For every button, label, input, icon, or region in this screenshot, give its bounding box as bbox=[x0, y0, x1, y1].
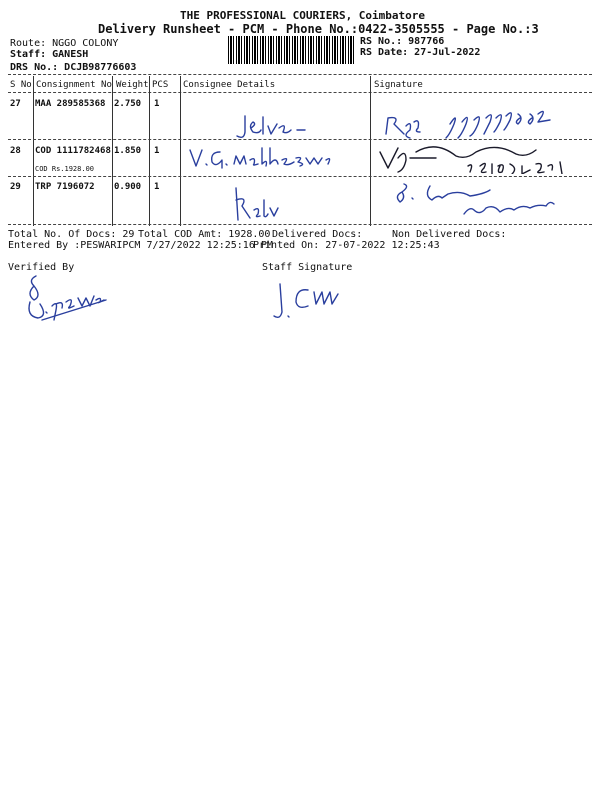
row-27-signature bbox=[380, 104, 560, 140]
row-29-consignee-signature bbox=[228, 186, 288, 224]
non-delivered-docs: Non Delivered Docs: bbox=[392, 229, 507, 240]
col-sep-3 bbox=[149, 76, 150, 226]
row-29-consignment: TRP 7196072 bbox=[35, 182, 95, 192]
col-sep-4 bbox=[180, 76, 181, 226]
verified-by-signature bbox=[22, 272, 112, 324]
divider-bottom bbox=[8, 224, 592, 225]
total-docs: Total No. Of Docs: 29 bbox=[8, 229, 135, 240]
col-consignee: Consignee Details bbox=[183, 80, 276, 90]
rs-date: RS Date: 27-Jul-2022 bbox=[360, 47, 481, 58]
entered-by: Entered By :PESWARIPCM 7/27/2022 12:25:16 PM bbox=[8, 240, 273, 251]
row-28-signature bbox=[376, 138, 576, 174]
row-28-cod-note: COD Rs.1928.00 bbox=[35, 165, 95, 173]
row-29-pcs: 1 bbox=[154, 182, 160, 192]
route-label: Route: NGGO COLONY bbox=[10, 38, 119, 49]
staff-label: Staff: GANESH bbox=[10, 49, 89, 60]
company-name: THE PROFESSIONAL COURIERS, Coimbatore bbox=[180, 9, 426, 22]
row-29-weight: 0.900 bbox=[114, 182, 142, 192]
row-28-consignee-signature bbox=[186, 144, 336, 172]
col-signature: Signature bbox=[374, 80, 423, 90]
row-29-signature bbox=[390, 176, 570, 220]
row-27-pcs: 1 bbox=[154, 99, 160, 109]
col-sep-1 bbox=[33, 76, 34, 226]
row-29-sno: 29 bbox=[10, 182, 21, 192]
col-consignment: Consignment No bbox=[36, 80, 112, 90]
col-sno: S No bbox=[10, 80, 32, 90]
rs-number: RS No.: 987766 bbox=[360, 36, 445, 47]
divider-top bbox=[8, 74, 592, 75]
col-sep-5 bbox=[370, 76, 371, 226]
row-27-consignment: MAA 289585368 bbox=[35, 99, 106, 109]
drs-number: DRS No.: DCJB98776603 bbox=[10, 62, 137, 73]
staff-signature-label: Staff Signature bbox=[262, 262, 353, 273]
col-sep-2 bbox=[112, 76, 113, 226]
col-pcs: PCS bbox=[152, 80, 169, 90]
runsheet-title: Delivery Runsheet - PCM - Phone No.:0422-3505555 - Page No.:3 bbox=[98, 22, 539, 36]
divider-header bbox=[8, 92, 592, 93]
row-27-weight: 2.750 bbox=[114, 99, 142, 109]
total-cod-amount: Total COD Amt: 1928.00 bbox=[138, 229, 271, 240]
row-28-pcs: 1 bbox=[154, 146, 160, 156]
barcode bbox=[228, 36, 356, 64]
delivered-docs: Delivered Docs: bbox=[272, 229, 363, 240]
verified-by-label: Verified By bbox=[8, 262, 75, 273]
staff-signature-image bbox=[268, 278, 348, 330]
printed-on: Printed On: 27-07-2022 12:25:43 bbox=[253, 240, 440, 251]
row-28-sno: 28 bbox=[10, 146, 21, 156]
row-27-sno: 27 bbox=[10, 99, 21, 109]
row-28-weight: 1.850 bbox=[114, 146, 142, 156]
row-27-consignee-signature bbox=[235, 112, 315, 142]
col-weight: Weight bbox=[116, 80, 149, 90]
row-28-consignment: COD 1111782468 bbox=[35, 146, 111, 156]
